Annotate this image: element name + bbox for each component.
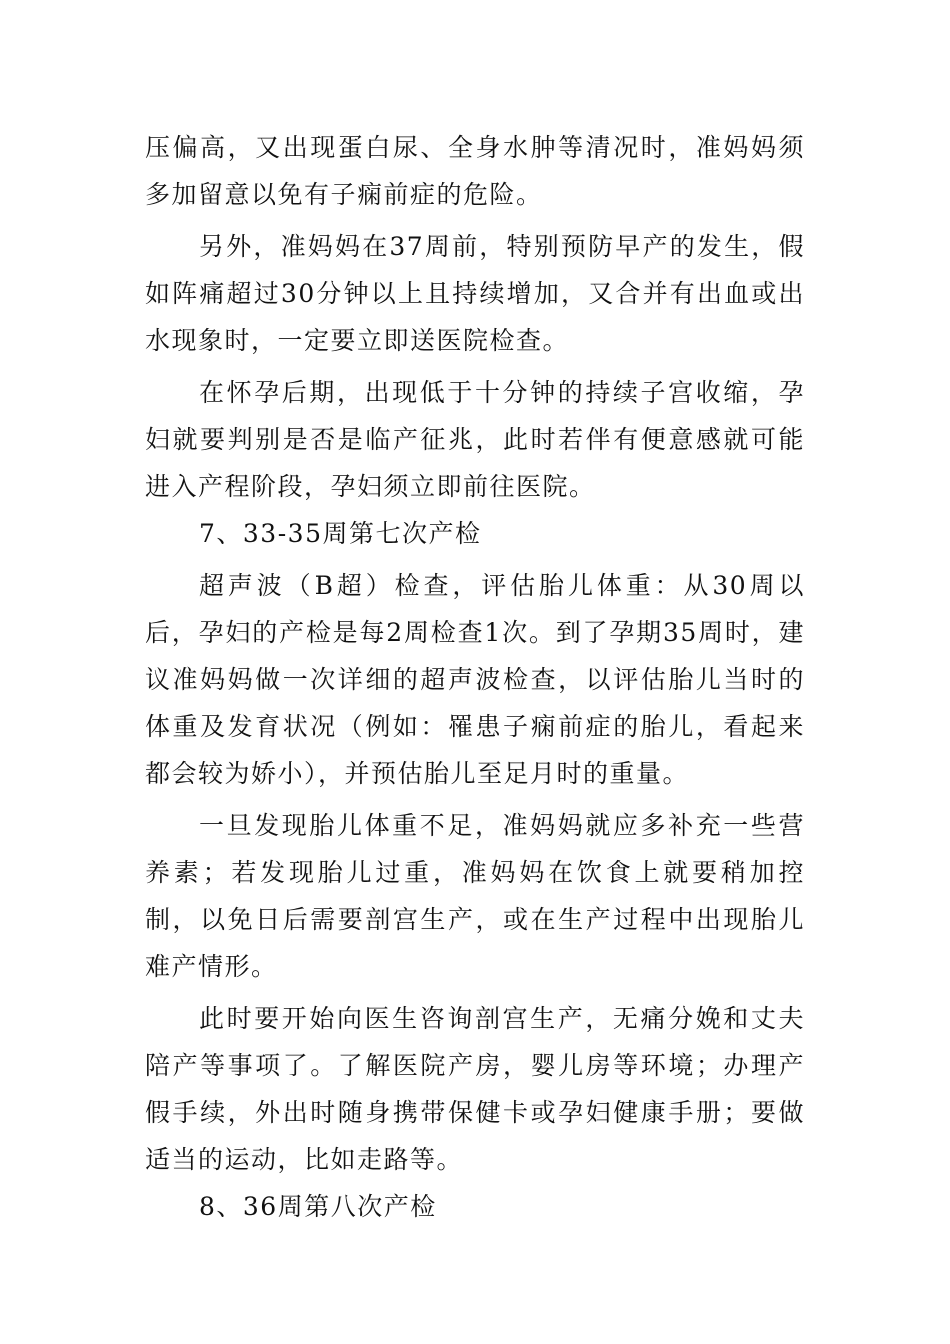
section-heading-eighth-checkup: 8、36周第八次产检 <box>199 1192 437 1221</box>
section-heading-seventh-checkup: 7、33-35周第七次产检 <box>199 519 482 548</box>
paragraph-preterm-warning: 另外，准妈妈在37周前，特别预防早产的发生，假如阵痛超过30分钟以上且持续增加，又合并有出血或出水现象时，一定要立即送医院检查。 <box>145 232 805 355</box>
paragraph-weight-management: 一旦发现胎儿体重不足，准妈妈就应多补充一些营养素；若发现胎儿过重，准妈妈在饮食上就要稍加控制，以免日后需要剖宫生产，或在生产过程中出现胎儿难产情形。 <box>145 811 805 981</box>
paragraph-late-pregnancy-contractions: 在怀孕后期，出现低于十分钟的持续子宫收缩，孕妇就要判别是否是临产征兆，此时若伴有便意感就可能进入产程阶段，孕妇须立即前往医院。 <box>145 378 805 501</box>
paragraph-preeclampsia-continued: 压偏高，又出现蛋白尿、全身水肿等清况时，准妈妈须多加留意以免有子痫前症的危险。 <box>145 133 805 209</box>
paragraph-delivery-preparation: 此时要开始向医生咨询剖宫生产，无痛分娩和丈夫陪产等事项了。了解医院产房，婴儿房等环境；办理产假手续，外出时随身携带保健卡或孕妇健康手册；要做适当的运动，比如走路等。 <box>145 1004 805 1174</box>
document-body <box>145 124 805 1230</box>
paragraph-ultrasound-weight: 超声波（B超）检查，评估胎儿体重：从30周以后，孕妇的产检是每2周检查1次。到了孕期35周时，建议准妈妈做一次详细的超声波检查，以评估胎儿当时的体重及发育状况（例如：罹患子痫前症的胎儿，看起来都会较为娇小），并预估胎儿至足月时的重量。 <box>145 571 805 788</box>
